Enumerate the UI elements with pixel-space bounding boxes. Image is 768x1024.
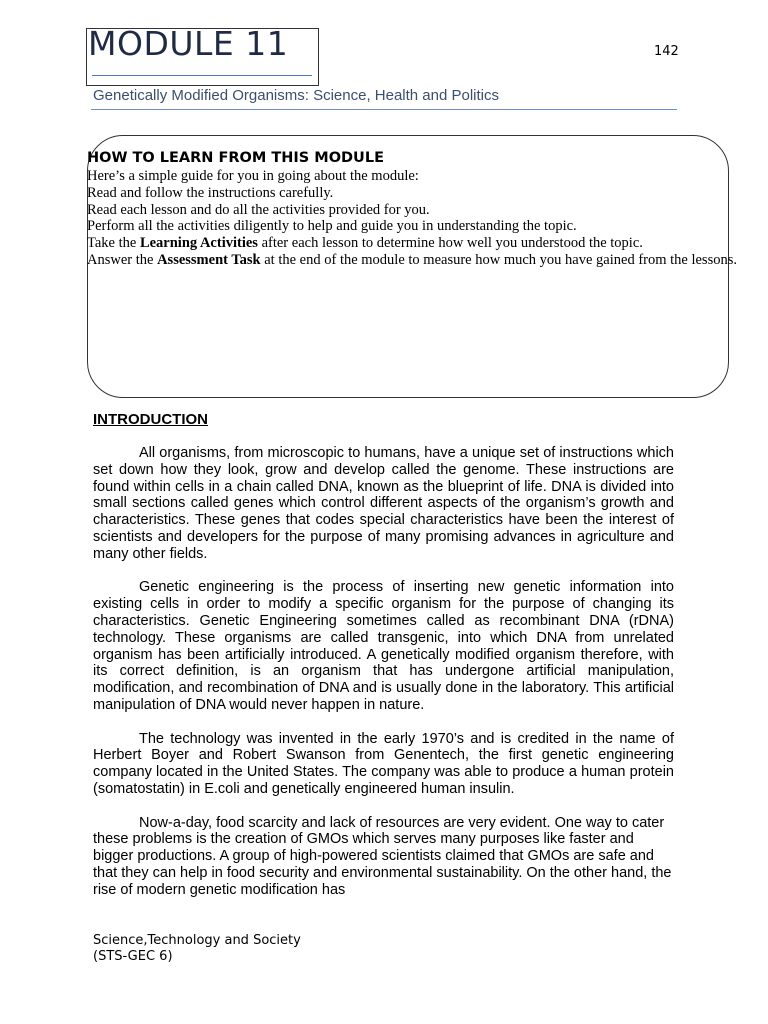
- introduction-body: [93, 445, 674, 915]
- guide-intro: Here’s a simple guide for you in going about the module:: [87, 168, 419, 184]
- guide-item: Perform all the activities diligently to help and guide you in understanding the topic.: [87, 218, 577, 235]
- footer-course-code: (STS-GEC 6): [93, 949, 173, 964]
- guide-item-text: at the end of the module to measure how much you have gained from the lessons.: [260, 251, 737, 268]
- guide-item-emphasis: Learning Activities: [139, 235, 258, 252]
- module-title: MODULE 11: [88, 24, 289, 63]
- guide-item: [87, 235, 737, 252]
- module-title-underline: [92, 75, 312, 76]
- guide-item: Read and follow the instructions carefully.: [87, 184, 334, 201]
- guide-item: [87, 252, 737, 269]
- subtitle-divider: [91, 109, 677, 110]
- learning-guide-list: [87, 168, 737, 269]
- module-subtitle: Genetically Modified Organisms: Science, Health and Politics: [93, 87, 500, 104]
- body-paragraph: All organisms, from microscopic to humans, have a unique set of instructions which set down how they look, grow and develop called the genome. These instructions are found within cells in a chain called DNA, known as the blueprint of life. DNA is divided into small sections called genes which control different aspects of the organism’s growth and characteristics. These genes that codes special characteristics have been the interest of scientists and developers for the purpose of many promising advances in agriculture and many other fields.: [93, 445, 674, 562]
- page-footer: [93, 933, 301, 965]
- body-paragraph: The technology was invented in the early 1970’s and is credited in the name of Herbert Boyer and Robert Swanson from Genentech, the first genetic engineering company located in the United States. The company was able to produce a human protein (somatostatin) in E.coli and genetically engineered human insulin.: [93, 730, 674, 797]
- guide-item-text: Take the: [87, 235, 140, 252]
- introduction-heading: INTRODUCTION: [93, 411, 208, 428]
- body-paragraph: Genetic engineering is the process of inserting new genetic information into existing cells in order to modify a specific organism for the purpose of changing its characteristics. Genetic Engineering sometimes called as recombinant DNA (rDNA) technology. These organisms are called transgenic, into which DNA from unrelated organism has been artificially introduced. A genetically modified organism therefore, with its correct definition, is an organism that has undergone artificial manipulation, modification, and recombination of DNA and is usually done in the laboratory. This artificial manipulation of DNA would never happen in nature.: [93, 579, 674, 713]
- guide-item: Read each lesson and do all the activities provided for you.: [87, 201, 430, 218]
- body-paragraph: Now-a-day, food scarcity and lack of resources are very evident. One way to cater these problems is the creation of GMOs which serves many purposes like faster and bigger productions. A group of high-powered scientists claimed that GMOs are safe and that they can help in food security and environmental sustainability. On the other hand, the rise of modern genetic modification has: [93, 814, 672, 898]
- footer-course-name: Science,Technology and Society: [93, 933, 301, 948]
- guide-item-emphasis: Assessment Task: [157, 251, 261, 268]
- guide-item-text: Answer the: [87, 251, 158, 268]
- page-number: 142: [654, 44, 679, 59]
- guide-item-text: after each lesson to determine how well you understood the topic.: [257, 235, 643, 252]
- learning-guide-heading: HOW TO LEARN FROM THIS MODULE: [87, 150, 384, 166]
